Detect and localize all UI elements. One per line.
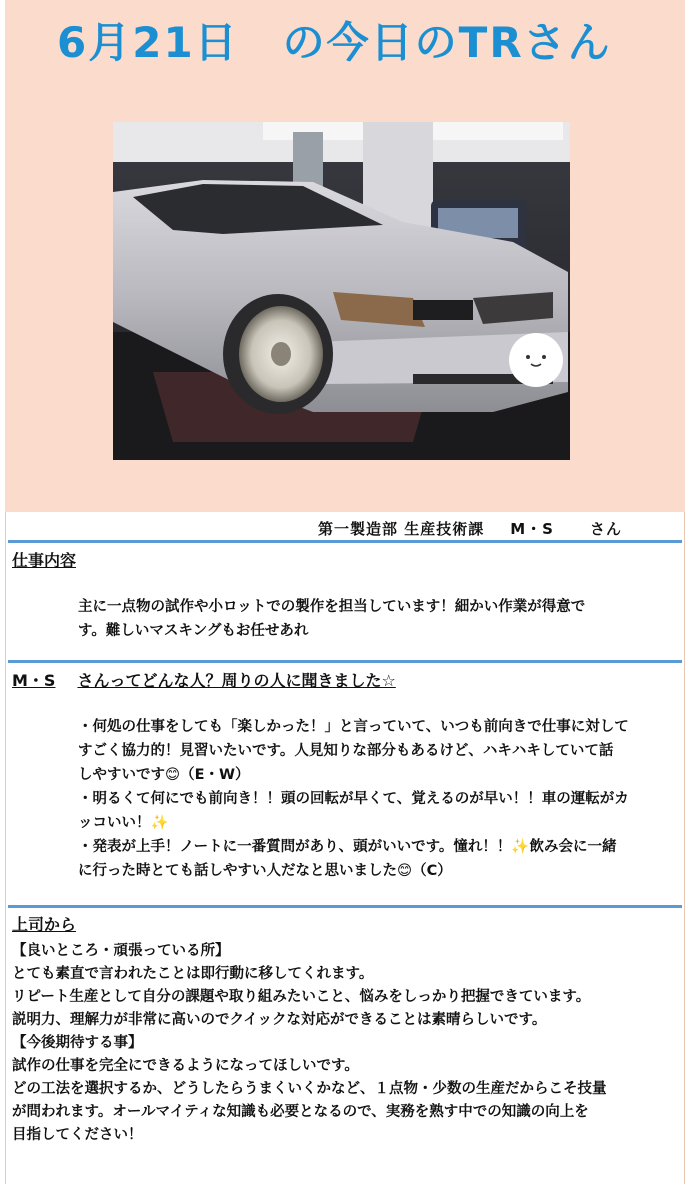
boss-line: 目指してください！ [12,1127,143,1143]
job-description [78,595,678,643]
job-line: す。難しいマスキングもお任せあれ [78,623,309,639]
boss-line: 試作の仕事を完全にできるようになってほしいです。 [12,1058,359,1074]
page-title: 6月21日 の今日のTRさん [57,18,612,67]
boss-line: が問われます。オールマイティな知識も必要となるので、実務を熟す中での知識の向上を [12,1104,589,1120]
profile-line [318,518,622,539]
section-rule [8,905,682,908]
job-heading: 仕事内容 [12,551,77,570]
boss-line: 【今後期待する事】 [12,1035,143,1051]
peer-line: ッコいい！✨ [78,815,169,831]
boss-heading: 上司から [12,915,77,934]
section-rule [8,540,682,543]
peer-comments [78,715,678,883]
person-name: M・S [510,520,554,538]
car-photo [113,122,570,460]
peers-heading-name: M・S [12,671,56,690]
boss-line: どの工法を選択するか、どうしたらうまくいくかなど、１点物・少数の生産だからこそ技量 [12,1081,607,1097]
boss-line: リピート生産として自分の課題や取り組みたいこと、悩みをしっかり把握できています。 [12,989,591,1005]
department-label: 第一製造部 生産技術課 [318,520,485,538]
section-rule [8,660,682,663]
peer-line: ・明るくて何にでも前向き！！頭の回転が早くて、覚えるのが早い！！車の運転がカ [78,791,629,807]
boss-line: 【良いところ・頑張っている所】 [12,943,230,959]
boss-line: とても素直で言われたことは即行動に移してくれます。 [12,966,374,982]
peer-line: ・何処の仕事をしても「楽しかった！」と言っていて、いつも前向きで仕事に対して [78,719,629,735]
car-photo-image [113,122,570,460]
boss-line: 説明力、理解力が非常に高いのでクイックな対応ができることは素晴らしいです。 [12,1012,547,1028]
boss-comments [12,940,682,1147]
peer-line: ・発表が上手！ノートに一番質問があり、頭がいいです。憧れ！！✨飲み会に一緒 [78,839,617,855]
peers-heading-text: さんってどんな人？周りの人に聞きました☆ [77,671,396,690]
peer-line: すごく協力的！見習いたいです。人見知りな部分もあるけど、ハキハキしていて話 [78,743,614,759]
job-line: 主に一点物の試作や小ロットでの製作を担当しています！細かい作業が得意で [78,599,586,615]
peers-heading [12,668,396,691]
peer-line: に行った時とても話しやすい人だなと思いました😊（C） [78,863,452,879]
peer-line: しやすいです😊（E・W） [78,767,250,783]
honorific: さん [589,520,622,538]
